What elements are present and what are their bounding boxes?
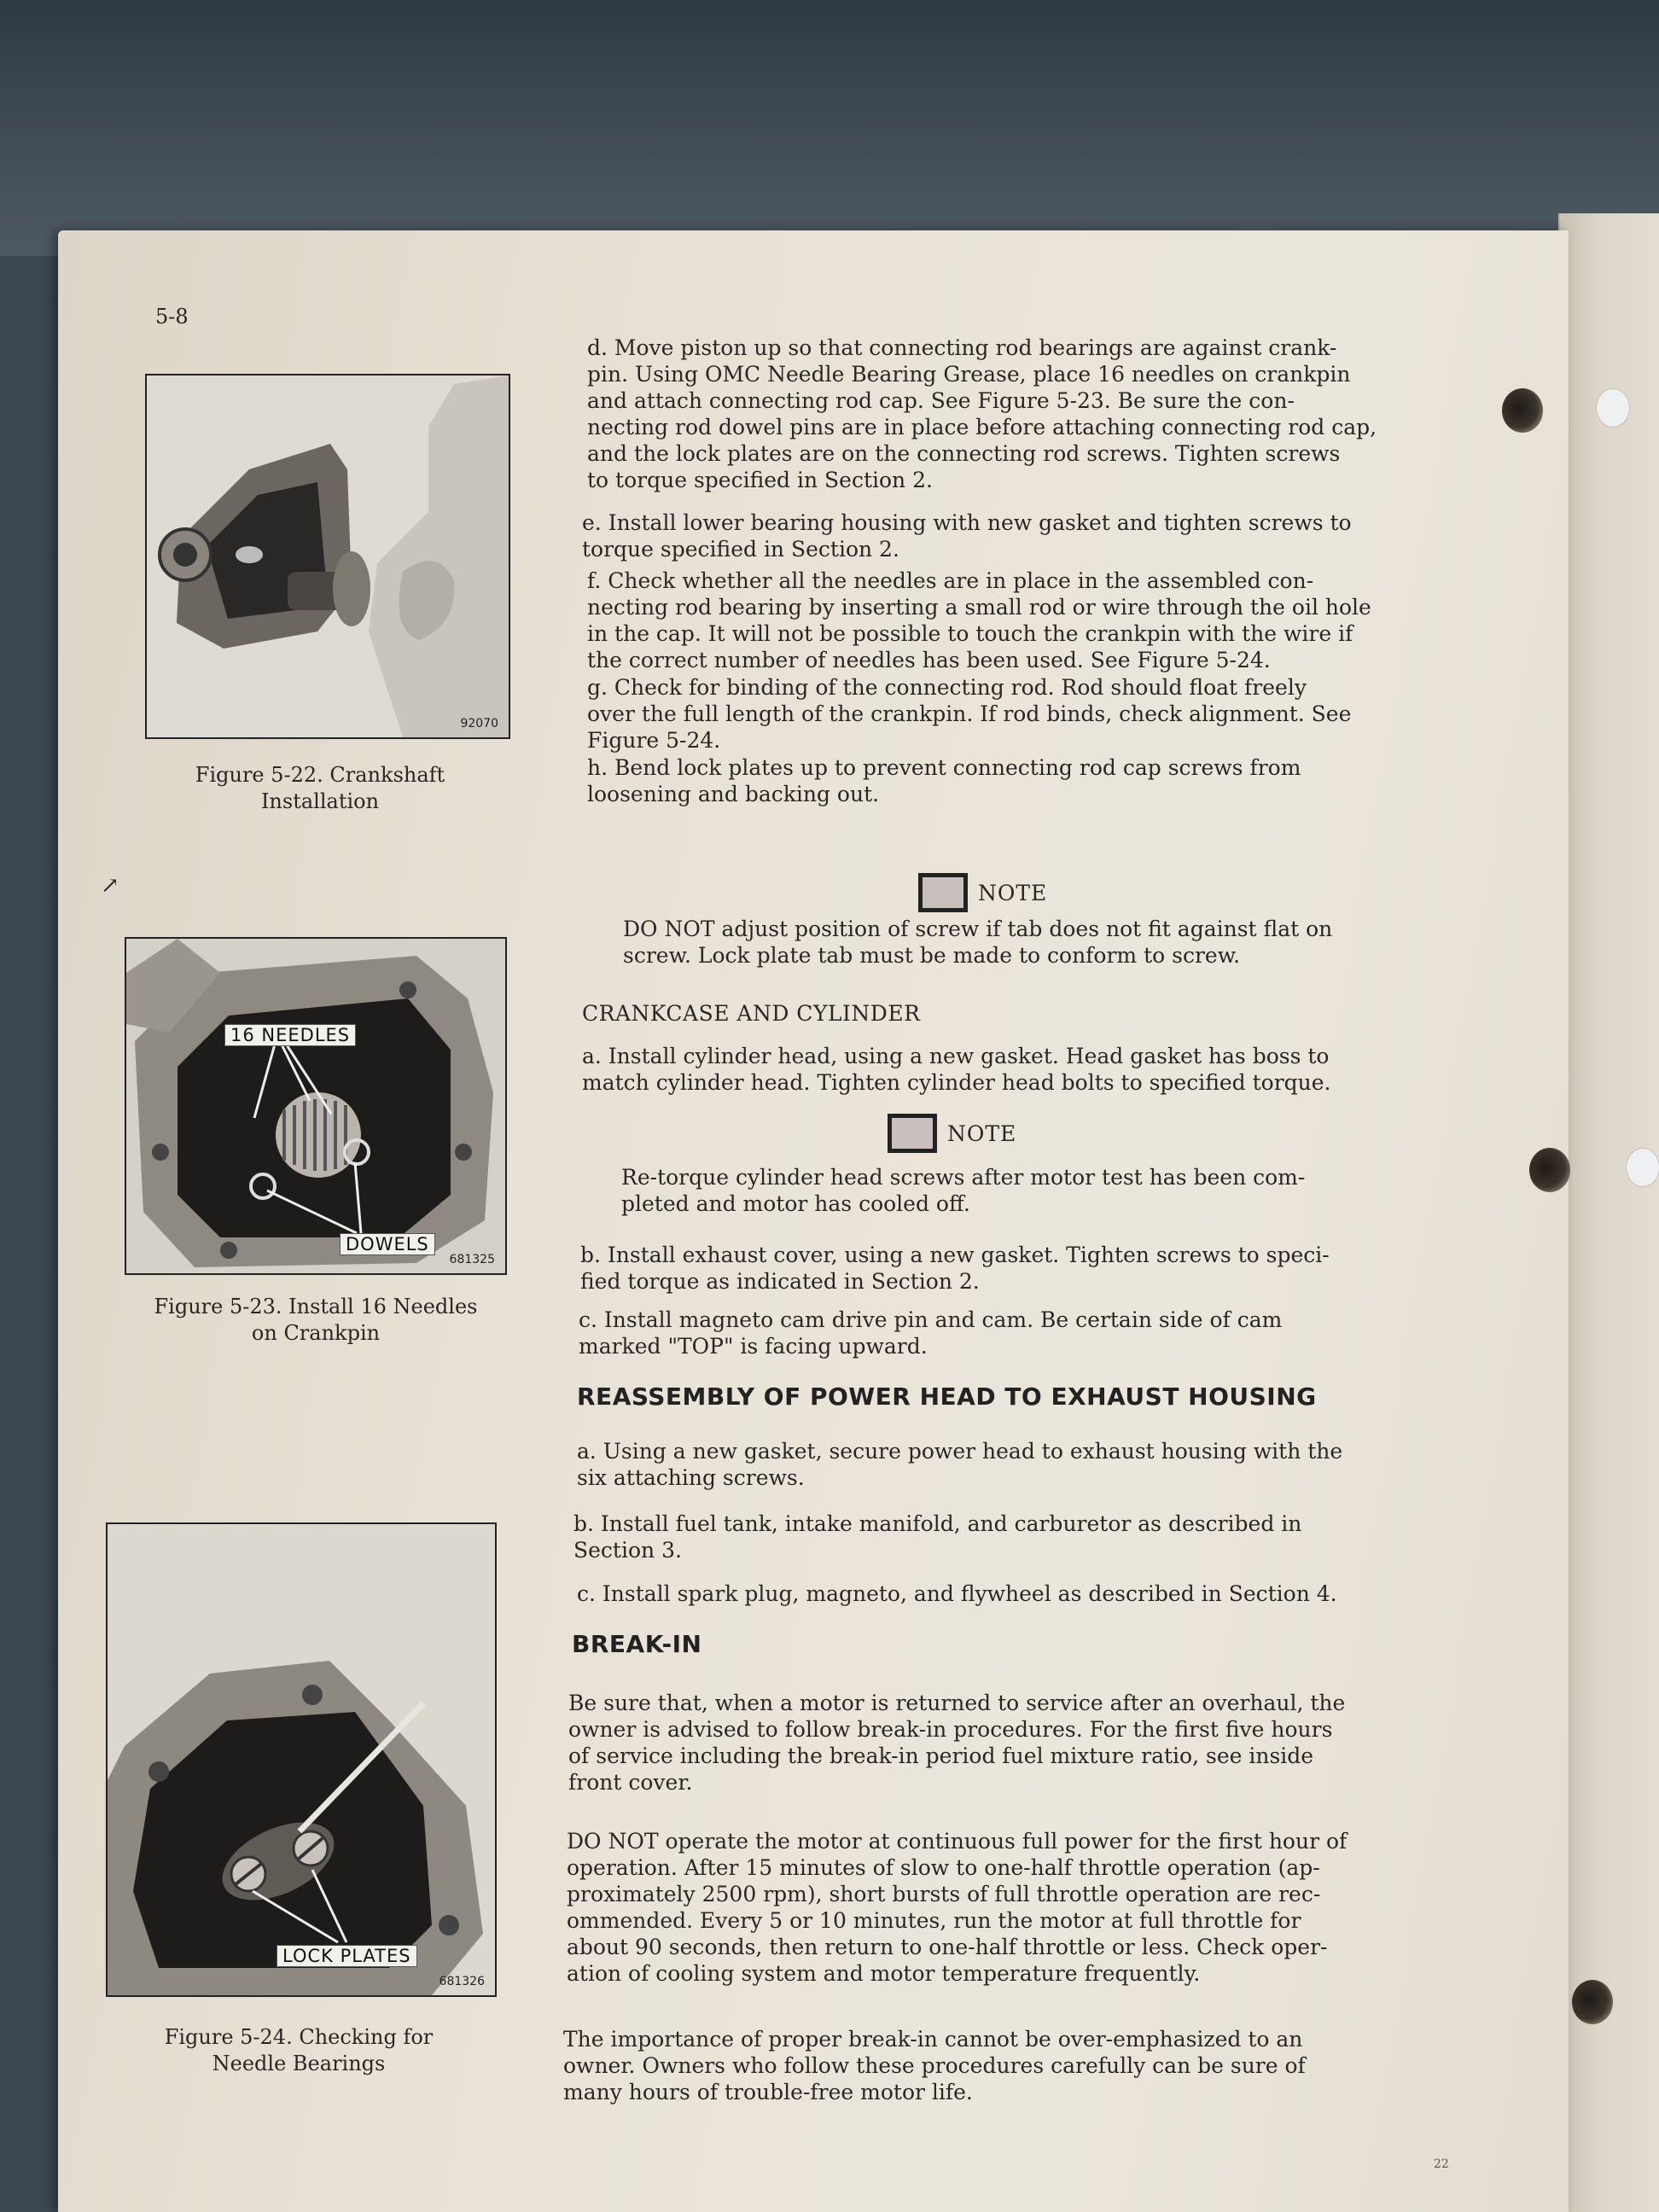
text-line: Re-torque cylinder head screws after motor test has been com- [621,1165,1306,1190]
text-line: screw. Lock plate tab must be made to conform to screw. [623,943,1241,968]
caption-line: Figure 5-23. Install 16 Needles [154,1295,478,1318]
crankshaft-illustration [147,375,509,737]
facing-page-edge [1558,213,1659,2212]
step-e [582,509,1352,562]
caption-line: on Crankpin [251,1321,381,1345]
text-line: b. Install fuel tank, intake manifold, and carburetor as described in [573,1511,1302,1536]
footer-number: 22 [1434,2157,1449,2171]
text-line: marked "TOP" is facing upward. [579,1334,928,1359]
crankcase-step-c [579,1307,1282,1359]
figure-5-23-caption [111,1294,521,1347]
text-line: six attaching screws. [577,1465,805,1490]
text-line: pleted and motor has cooled off. [621,1191,970,1216]
crankpin-needles-illustration [126,939,505,1273]
binder-hole [1572,1980,1613,2024]
break-in-heading: BREAK-IN [572,1630,702,1658]
figure-5-23-photo [125,937,507,1275]
text-line: owner. Owners who follow these procedures carefully can be sure of [563,2053,1306,2078]
text-line: match cylinder head. Tighten cylinder head bolts to specified torque. [582,1070,1331,1095]
binder-hole [1502,388,1543,433]
text-line: ommended. Every 5 or 10 minutes, run the motor at full throttle for [567,1908,1301,1933]
text-line: e. Install lower bearing housing with new gasket and tighten screws to [582,510,1352,535]
text-line: of service including the break-in period fuel mixture ratio, see inside [568,1743,1314,1768]
text-line: f. Check whether all the needles are in place in the assembled con- [587,568,1314,593]
text-line: over the full length of the crankpin. If rod binds, check alignment. See [587,701,1352,726]
figure-5-24-photo [106,1522,497,1997]
lock-plates-illustration [108,1524,495,1995]
step-h [587,754,1301,807]
caption-line: Installation [260,789,380,813]
text-line: many hours of trouble-free motor life. [563,2080,973,2104]
text-line: and attach connecting rod cap. See Figure 5-23. Be sure the con- [587,388,1295,413]
page-number: 5-8 [155,305,189,329]
label-dowels: DOWELS [340,1233,435,1255]
reassembly-step-c [577,1580,1337,1607]
note-box-icon [918,873,968,912]
note-2-text [621,1164,1305,1217]
text-line: loosening and backing out. [587,782,880,806]
break-in-paragraph-3 [563,2026,1306,2105]
figure-code: 681326 [439,1975,485,1988]
caption-line: Figure 5-22. Crankshaft [195,763,445,787]
note-label: NOTE [978,880,1048,905]
text-line: The importance of proper break-in cannot be over-emphasized to an [563,2027,1303,2052]
reassembly-heading: REASSEMBLY OF POWER HEAD TO EXHAUST HOUSING [577,1382,1317,1411]
label-16-needles: 16 NEEDLES [224,1024,356,1046]
crankcase-heading: CRANKCASE AND CYLINDER [582,1001,921,1026]
binder-hole-facing [1596,388,1630,428]
text-line: torque specified in Section 2. [582,537,899,562]
step-d [587,335,1377,493]
text-line: ation of cooling system and motor temperature frequently. [567,1961,1201,1986]
figure-5-22-photo [145,374,510,739]
figure-5-24-caption [102,2024,495,2077]
text-line: DO NOT adjust position of screw if tab does not fit against flat on [623,917,1333,941]
text-line: in the cap. It will not be possible to touch the crankpin with the wire if [587,621,1353,646]
text-line: necting rod bearing by inserting a small rod or wire through the oil hole [587,595,1371,620]
text-line: a. Using a new gasket, secure power head to exhaust housing with the [577,1439,1343,1464]
break-in-paragraph-1 [568,1690,1345,1796]
step-g [587,674,1351,754]
step-f [587,568,1371,673]
label-lock-plates: LOCK PLATES [276,1945,417,1967]
figure-code: 681325 [449,1253,495,1266]
caption-line: Needle Bearings [212,2052,386,2075]
text-line: owner is advised to follow break-in procedures. For the first five hours [568,1717,1333,1742]
text-line: c. Install magneto cam drive pin and cam. Be certain side of cam [579,1307,1283,1332]
note-2-header [888,1114,1016,1153]
break-in-paragraph-2 [567,1828,1347,1987]
note-label: NOTE [947,1121,1017,1146]
note-1-header [918,873,1047,912]
reassembly-step-a [577,1438,1342,1491]
crankcase-step-a [582,1043,1331,1096]
reassembly-step-b [573,1511,1301,1563]
text-line: h. Bend lock plates up to prevent connecting rod cap screws from [587,755,1301,780]
text-line: DO NOT operate the motor at continuous full power for the first hour of [567,1829,1348,1854]
text-line: Be sure that, when a motor is returned to service after an overhaul, the [568,1691,1346,1715]
text-line: Section 3. [573,1538,682,1563]
figure-5-22-caption [119,762,521,815]
note-box-icon [888,1114,937,1153]
text-line: about 90 seconds, then return to one-half throttle or less. Check oper- [567,1935,1328,1959]
binder-hole-facing [1626,1148,1659,1187]
figure-code: 92070 [460,717,498,731]
text-line: the correct number of needles has been used. See Figure 5-24. [587,648,1271,672]
text-line: a. Install cylinder head, using a new gasket. Head gasket has boss to [582,1044,1330,1068]
text-line: operation. After 15 minutes of slow to one-half throttle operation (ap- [567,1855,1320,1880]
text-line: b. Install exhaust cover, using a new gasket. Tighten screws to speci- [580,1243,1330,1267]
text-line: pin. Using OMC Needle Bearing Grease, place 16 needles on crankpin [587,362,1351,387]
text-line: d. Move piston up so that connecting rod bearings are against crank- [587,335,1337,360]
note-1-text [623,916,1332,969]
text-line: and the lock plates are on the connecting rod screws. Tighten screws [587,441,1341,466]
text-line: to torque specified in Section 2. [587,468,933,492]
text-line: c. Install spark plug, magneto, and flywheel as described in Section 4. [577,1581,1337,1606]
binder-hole [1529,1148,1570,1192]
text-line: Figure 5-24. [587,728,721,753]
text-line: fied torque as indicated in Section 2. [580,1269,980,1294]
caption-line: Figure 5-24. Checking for [164,2025,434,2049]
text-line: proximately 2500 rpm), short bursts of full throttle operation are rec- [567,1882,1321,1906]
crankcase-step-b [580,1242,1330,1295]
background [0,0,1659,256]
text-line: front cover. [568,1770,693,1795]
margin-mark: ↗ [101,873,119,899]
text-line: necting rod dowel pins are in place before attaching connecting rod cap, [587,415,1377,439]
text-line: g. Check for binding of the connecting rod. Rod should float freely [587,675,1307,700]
